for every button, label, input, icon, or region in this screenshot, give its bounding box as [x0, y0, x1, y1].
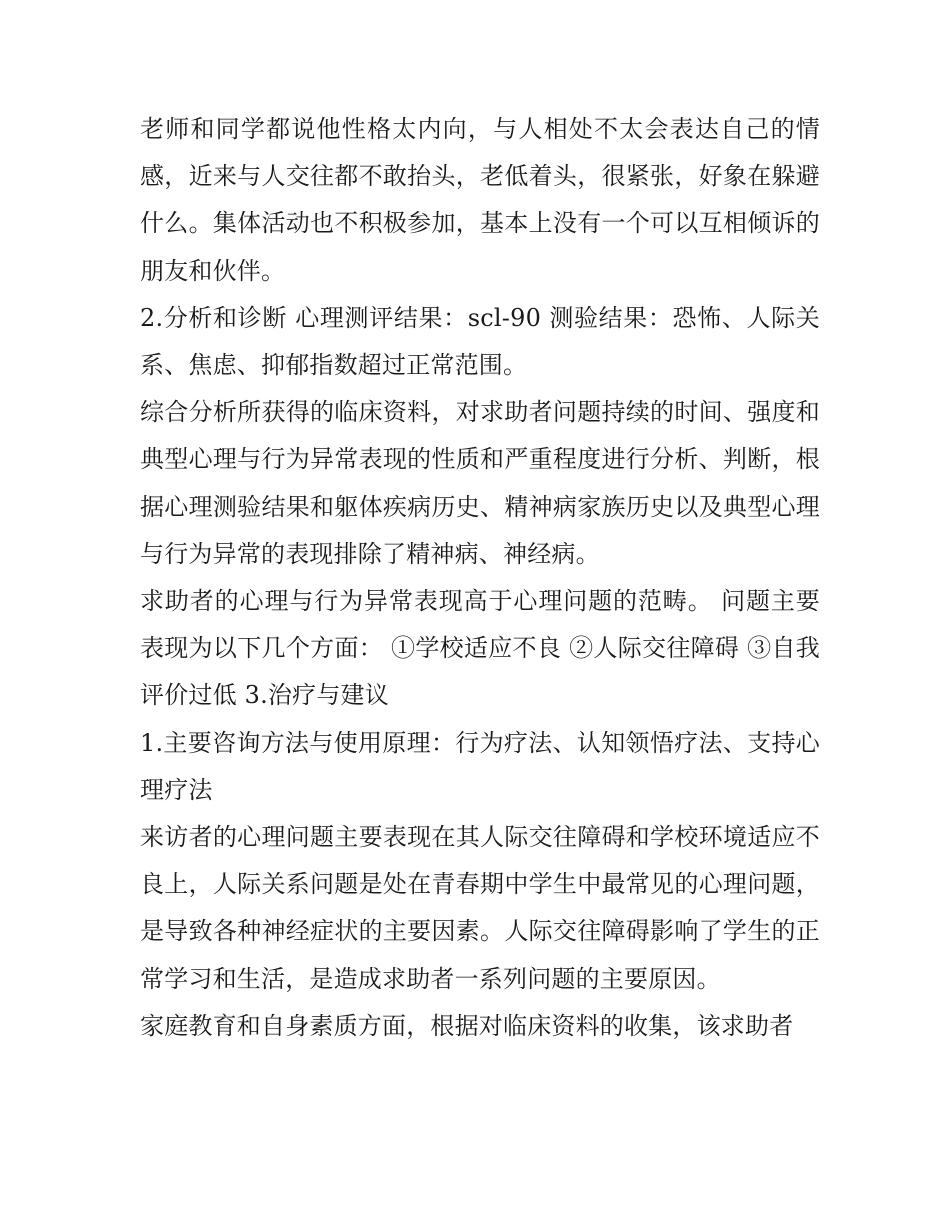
- paragraph-analysis-diagnosis: 2.分析和诊断 心理测评结果：scl-90 测验结果：恐怖、人际关系、焦虑、抑郁指数超过正常范围。: [140, 303, 820, 380]
- paragraph-interpersonal-issues: 来访者的心理问题主要表现在其人际交往障碍和学校环境适应不良上，人际关系问题是处在青春期中学生中最常见的心理问题，是导致各种神经症状的主要因素。人际交往障碍影响了学生的正常学习和生活，是造成求助者一系列问题的主要原因。: [140, 823, 820, 993]
- paragraph-counseling-methods: 1.主要咨询方法与使用原理：行为疗法、认知领悟疗法、支持心理疗法: [140, 728, 820, 804]
- paragraph-problem-manifestations: 求助者的心理与行为异常表现高于心理问题的范畴。 问题主要表现为以下几个方面： ①学校适应不良 ②人际交往障碍 ③自我评价过低 3.治疗与建议: [140, 587, 820, 710]
- paragraph-student-description: 老师和同学都说他性格太内向，与人相处不太会表达自己的情感，近来与人交往都不敢抬头，老低着头，很紧张，好象在躲避什么。集体活动也不积极参加，基本上没有一个可以互相倾诉的朋友和伙伴。: [140, 115, 820, 285]
- paragraph-comprehensive-analysis: 综合分析所获得的临床资料，对求助者问题持续的时间、强度和典型心理与行为异常表现的性质和严重程度进行分析、判断，根据心理测验结果和躯体疾病历史、精神病家族历史以及典型心理与行为异常的表现排除了精神病、神经病。: [140, 398, 820, 568]
- paragraph-family-education: 家庭教育和自身素质方面，根据对临床资料的收集，该求助者: [140, 1011, 794, 1040]
- document-body: [140, 106, 820, 1050]
